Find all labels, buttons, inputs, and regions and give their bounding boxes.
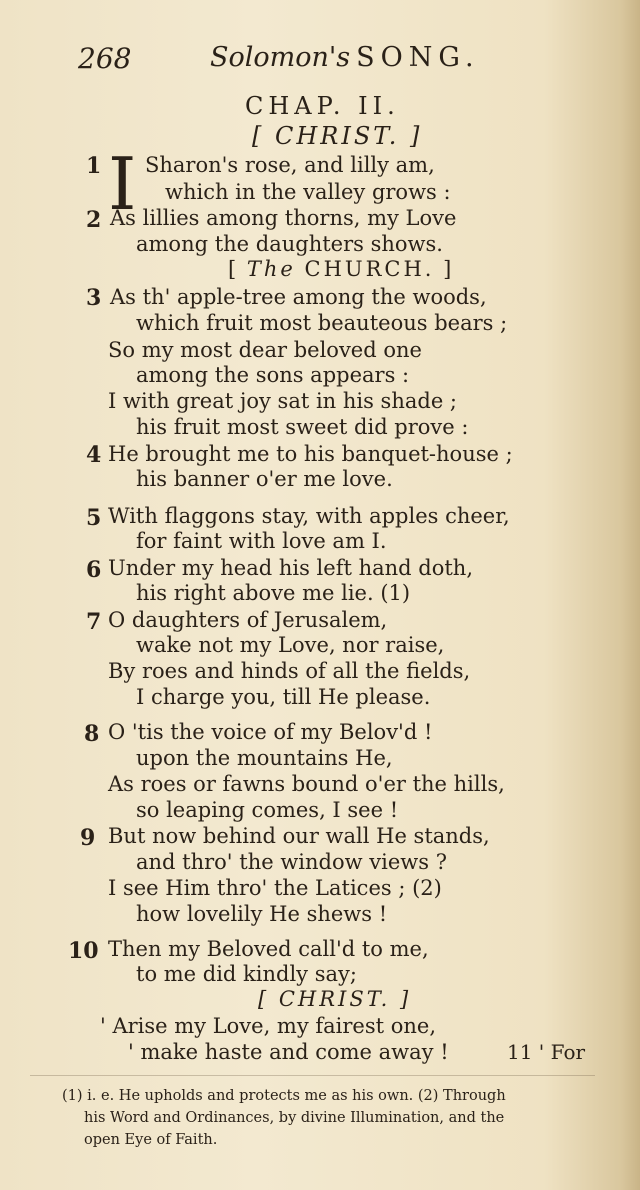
verse-number: 10 <box>68 938 99 964</box>
verse-line: and thro' the window views ? <box>136 850 447 874</box>
verse-line: I see Him thro' the Latices ; (2) <box>108 876 442 900</box>
speaker-church-word: CHURCH. <box>304 257 435 281</box>
verse-line: Then my Beloved call'd to me, <box>108 937 429 961</box>
verse-line: which fruit most beauteous bears ; <box>136 311 508 335</box>
verse-line: With flaggons stay, with apples cheer, <box>108 504 510 528</box>
verse-line: O daughters of Jerusalem, <box>108 608 388 632</box>
verse-line: By roes and hinds of all the fields, <box>108 659 471 683</box>
verse-line: upon the mountains He, <box>136 746 393 770</box>
running-title-caps: SONG. <box>356 42 480 73</box>
verse-number: 2 <box>86 207 102 233</box>
verse-number: 5 <box>86 505 102 531</box>
chapter-heading: CHAP. II. <box>245 92 400 120</box>
catchword: 11 ' For <box>507 1040 586 1064</box>
speaker-church: [ The CHURCH. ] <box>228 257 454 281</box>
verse-line: so leaping comes, I see ! <box>136 798 399 822</box>
verse-line: his fruit most sweet did prove : <box>136 415 469 439</box>
verse-line: which in the valley grows : <box>165 180 451 204</box>
verse-line: As roes or fawns bound o'er the hills, <box>108 772 505 796</box>
verse-line: As th' apple-tree among the woods, <box>110 285 487 309</box>
footnote-line: his Word and Ordinances, by divine Illumination, and the <box>84 1110 505 1126</box>
verse-line: for faint with love am I. <box>136 529 387 553</box>
verse-line: to me did kindly say; <box>136 962 357 986</box>
speaker-christ-1: [ CHRIST. ] <box>252 122 423 150</box>
speaker-church-the: The <box>246 257 296 281</box>
verse-number: 4 <box>86 442 102 468</box>
running-title-italic: Solomon's <box>210 42 351 73</box>
verse-line: ' make haste and come away ! <box>128 1040 449 1064</box>
page-number: 268 <box>78 42 132 75</box>
verse-line: As lillies among thorns, my Love <box>110 206 457 230</box>
speaker-christ-2: [ CHRIST. ] <box>258 987 412 1011</box>
verse-number: 1 <box>86 153 102 179</box>
verse-line: I charge you, till He please. <box>136 685 431 709</box>
verse-number: 3 <box>86 285 102 311</box>
drop-cap: I <box>108 142 137 226</box>
verse-number: 9 <box>80 825 96 851</box>
verse-number: 6 <box>86 557 102 583</box>
verse-line: among the sons appears : <box>136 363 410 387</box>
verse-line: his banner o'er me love. <box>136 467 393 491</box>
verse-line: wake not my Love, nor raise, <box>136 633 445 657</box>
verse-line: Sharon's rose, and lilly am, <box>145 153 435 177</box>
running-title <box>210 42 480 73</box>
verse-line: among the daughters shows. <box>136 232 443 256</box>
footnote-line: (1) i. e. He upholds and protects me as his own. (2) Through <box>62 1088 506 1104</box>
verse-line: Under my head his left hand doth, <box>108 556 473 580</box>
verse-line: I with great joy sat in his shade ; <box>108 389 458 413</box>
footnote-divider <box>30 1075 595 1076</box>
verse-line: O 'tis the voice of my Belov'd ! <box>108 720 433 744</box>
verse-line: So my most dear beloved one <box>108 338 422 362</box>
footnote-line: open Eye of Faith. <box>84 1132 218 1148</box>
verse-line: But now behind our wall He stands, <box>108 824 490 848</box>
verse-line: how lovelily He shews ! <box>136 902 388 926</box>
verse-number: 8 <box>84 721 100 747</box>
verse-line: He brought me to his banquet-house ; <box>108 442 513 466</box>
verse-number: 7 <box>86 609 102 635</box>
verse-line: ' Arise my Love, my fairest one, <box>100 1014 437 1038</box>
verse-line: his right above me lie. (1) <box>136 581 411 605</box>
